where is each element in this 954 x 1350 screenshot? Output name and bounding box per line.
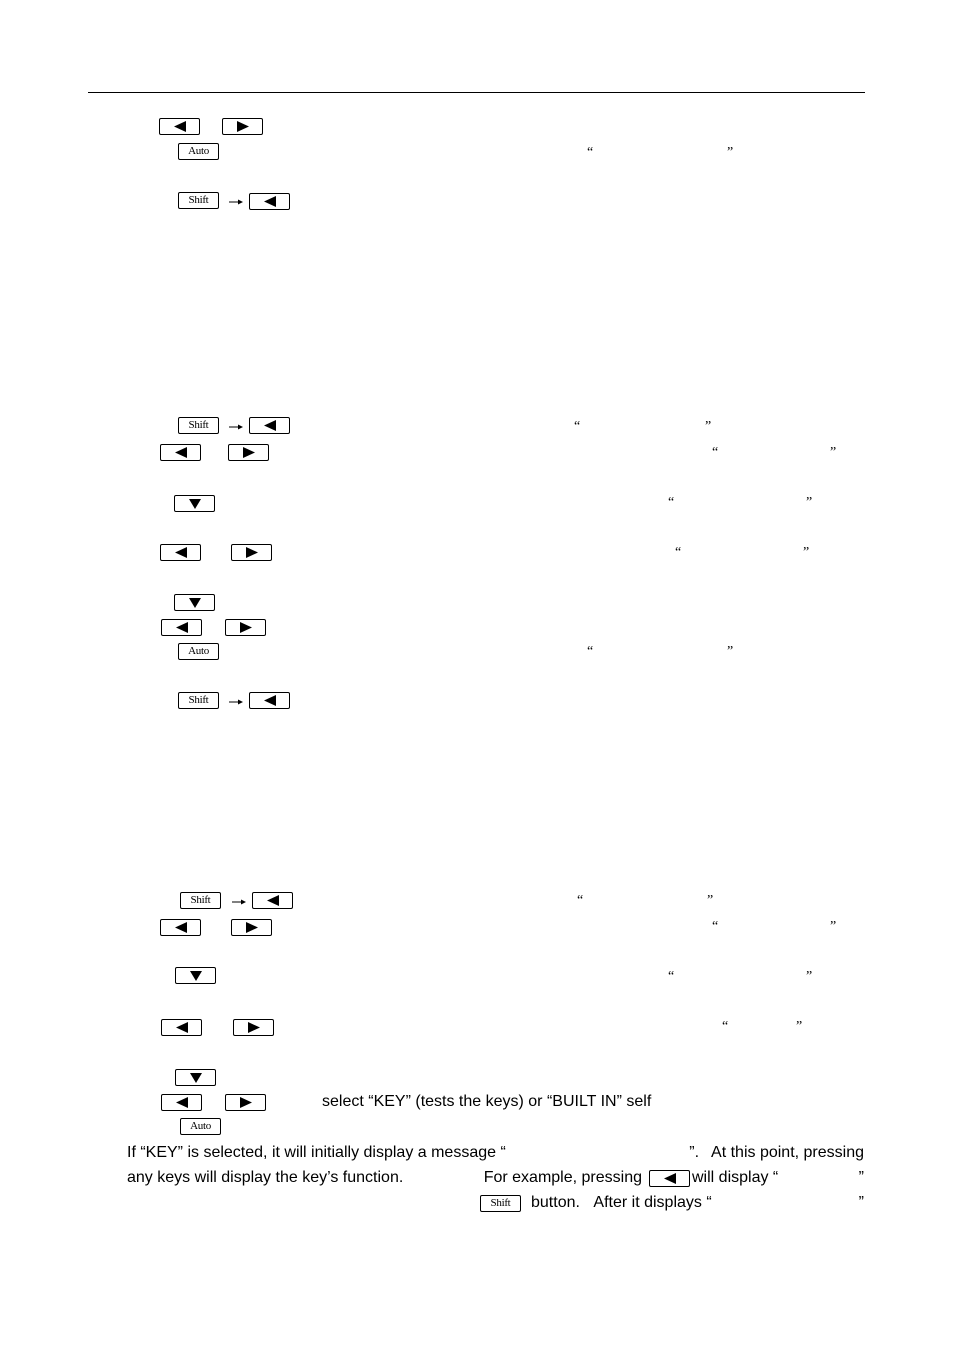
- left-triangle-icon: [174, 447, 188, 458]
- right-key[interactable]: [222, 118, 263, 135]
- close-quote: ”: [707, 893, 714, 908]
- left-triangle-icon: [263, 695, 277, 706]
- right-triangle-icon: [239, 622, 253, 633]
- paragraph-line-2-part-d: ”: [858, 1169, 864, 1186]
- shift-key[interactable]: [180, 892, 221, 909]
- close-quote: ”: [727, 644, 734, 659]
- paragraph-line-1-part-b: ”.: [689, 1144, 700, 1161]
- right-key[interactable]: [228, 444, 269, 461]
- right-arrow-icon: [228, 698, 244, 706]
- paragraph-line-2-part-c: will display “: [692, 1169, 779, 1186]
- down-key[interactable]: [175, 1069, 216, 1086]
- shift-key-label: Shift: [490, 1196, 511, 1209]
- paragraph-line-3-part-a: button.: [531, 1194, 580, 1211]
- auto-key-label: Auto: [188, 145, 209, 157]
- right-key[interactable]: [231, 544, 272, 561]
- down-key[interactable]: [174, 594, 215, 611]
- left-key[interactable]: [159, 118, 200, 135]
- shift-key-label: Shift: [188, 694, 209, 706]
- paragraph-line-2: [127, 1168, 864, 1188]
- right-triangle-icon: [239, 1097, 253, 1108]
- open-quote: “: [574, 419, 581, 434]
- left-triangle-icon: [263, 196, 277, 207]
- left-key[interactable]: [161, 1019, 202, 1036]
- right-triangle-icon: [247, 1022, 261, 1033]
- left-triangle-icon: [663, 1173, 677, 1184]
- left-triangle-icon: [174, 547, 188, 558]
- paragraph-line-2-part-b: For example, pressing: [483, 1169, 642, 1186]
- auto-key[interactable]: [178, 143, 219, 160]
- right-arrow-icon: [228, 423, 244, 431]
- down-triangle-icon: [190, 970, 202, 981]
- close-quote: ”: [830, 445, 837, 460]
- shift-key[interactable]: [480, 1195, 521, 1212]
- right-key[interactable]: [231, 919, 272, 936]
- right-key[interactable]: [225, 619, 266, 636]
- right-triangle-icon: [245, 547, 259, 558]
- left-triangle-icon: [266, 895, 280, 906]
- left-key[interactable]: [161, 619, 202, 636]
- display-message-blank: [534, 1143, 674, 1163]
- close-quote: ”: [727, 145, 734, 160]
- left-triangle-icon: [175, 1022, 189, 1033]
- right-arrow-icon: [228, 198, 244, 206]
- left-key[interactable]: [160, 919, 201, 936]
- right-key[interactable]: [225, 1094, 266, 1111]
- down-key[interactable]: [174, 495, 215, 512]
- close-quote: ”: [796, 1019, 803, 1034]
- right-key[interactable]: [233, 1019, 274, 1036]
- left-key[interactable]: [249, 692, 290, 709]
- paragraph-line-3-part-b: After it displays “: [593, 1194, 712, 1211]
- open-quote: “: [668, 969, 675, 984]
- close-quote: ”: [803, 545, 810, 560]
- shift-key[interactable]: [178, 417, 219, 434]
- down-triangle-icon: [190, 1072, 202, 1083]
- shift-key[interactable]: [178, 692, 219, 709]
- open-quote: “: [587, 145, 594, 160]
- close-quote: ”: [806, 969, 813, 984]
- open-quote: “: [675, 545, 682, 560]
- down-key[interactable]: [175, 967, 216, 984]
- left-key[interactable]: [160, 544, 201, 561]
- down-triangle-icon: [189, 597, 201, 608]
- open-quote: “: [587, 644, 594, 659]
- open-quote: “: [577, 893, 584, 908]
- close-quote: ”: [806, 495, 813, 510]
- left-key[interactable]: [249, 417, 290, 434]
- shift-key[interactable]: [178, 192, 219, 209]
- down-triangle-icon: [189, 498, 201, 509]
- left-triangle-icon: [173, 121, 187, 132]
- right-triangle-icon: [236, 121, 250, 132]
- close-quote: ”: [830, 919, 837, 934]
- left-triangle-icon: [263, 420, 277, 431]
- shift-key-label: Shift: [188, 194, 209, 206]
- shift-key-label: Shift: [188, 419, 209, 431]
- paragraph-line-3-part-c: ”: [858, 1194, 864, 1211]
- close-quote: ”: [705, 419, 712, 434]
- header-rule: [88, 92, 865, 93]
- shift-key-label: Shift: [190, 894, 211, 906]
- auto-key[interactable]: [180, 1118, 221, 1135]
- left-key[interactable]: [649, 1170, 690, 1187]
- right-triangle-icon: [242, 447, 256, 458]
- paragraph-line-1-part-a: If “KEY” is selected, it will initially display a message “: [127, 1144, 506, 1161]
- open-quote: “: [712, 445, 719, 460]
- step-select-text: select “KEY” (tests the keys) or “BUILT IN” self: [322, 1093, 652, 1110]
- open-quote: “: [712, 919, 719, 934]
- paragraph-line-3: [480, 1193, 864, 1213]
- left-key[interactable]: [160, 444, 201, 461]
- left-key[interactable]: [252, 892, 293, 909]
- open-quote: “: [668, 495, 675, 510]
- right-triangle-icon: [245, 922, 259, 933]
- paragraph-line-2-part-a: any keys will display the key’s function.: [127, 1169, 404, 1186]
- paragraph-line-1-part-c: At this point, pressing: [711, 1144, 864, 1161]
- left-key[interactable]: [249, 193, 290, 210]
- paragraph-line-1: [127, 1143, 864, 1163]
- right-arrow-icon: [231, 898, 247, 906]
- auto-key[interactable]: [178, 643, 219, 660]
- left-triangle-icon: [175, 1097, 189, 1108]
- auto-key-label: Auto: [190, 1120, 211, 1132]
- open-quote: “: [722, 1019, 729, 1034]
- left-triangle-icon: [175, 622, 189, 633]
- left-triangle-icon: [174, 922, 188, 933]
- left-key[interactable]: [161, 1094, 202, 1111]
- auto-key-label: Auto: [188, 645, 209, 657]
